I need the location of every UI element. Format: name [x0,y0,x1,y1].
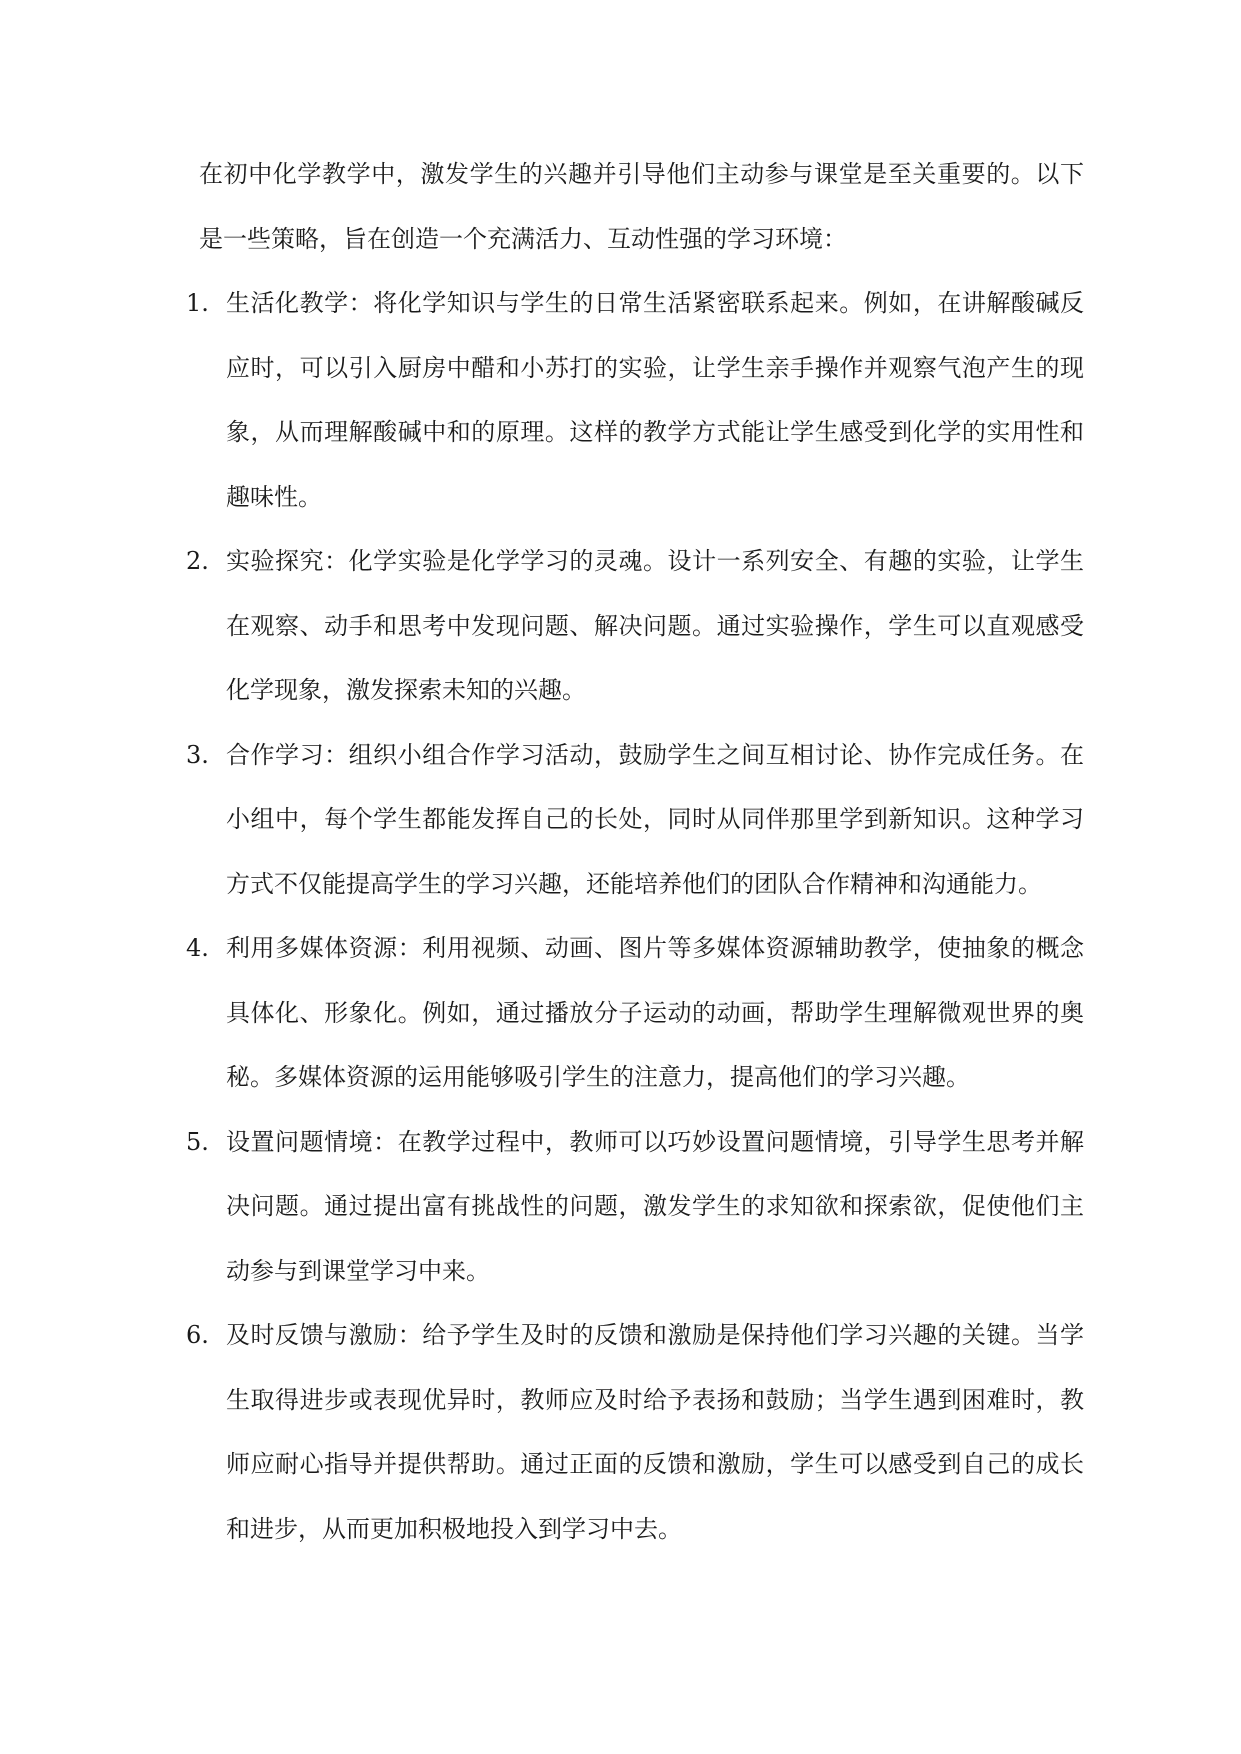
item-number: 3. [186,740,209,769]
item-number: 2. [186,547,209,575]
item-title: 合作学习： [226,740,349,769]
item-number: 1. [186,289,209,317]
list-item [186,1303,1085,1561]
item-number: 6. [186,1321,209,1349]
item-text: 在教学过程中，教师可以巧妙设置问题情境，引导学生思考并解决问题。通过提出富有挑战性的问题，激发学生的求知欲和探索欲，促使他们主动参与到课堂学习中来。 [226,1127,1085,1285]
item-text: 利用视频、动画、图片等多媒体资源辅助教学，使抽象的概念具体化、形象化。例如，通过播放分子运动的动画，帮助学生理解微观世界的奥秘。多媒体资源的运用能够吸引学生的注意力，提高他们的学习兴趣。 [226,934,1085,1091]
intro-paragraph: 在初中化学教学中，激发学生的兴趣并引导他们主动参与课堂是至关重要的。以下是一些策略，旨在创造一个充满活力、互动性强的学习环境： [199,160,1084,253]
item-text: 化学实验是化学学习的灵魂。设计一系列安全、有趣的实验，让学生在观察、动手和思考中发现问题、解决问题。通过实验操作，学生可以直观感受化学现象，激发探索未知的兴趣。 [226,547,1085,704]
item-number: 5. [186,1127,209,1156]
list-item [186,271,1085,529]
item-number: 4. [186,934,209,962]
item-text: 组织小组合作学习活动，鼓励学生之间互相讨论、协作完成任务。在小组中，每个学生都能发挥自己的长处，同时从同伴那里学到新知识。这种学习方式不仅能提高学生的学习兴趣，还能培养他们的团队合作精神和沟通能力。 [226,740,1085,898]
item-title: 实验探究： [226,547,349,575]
list-item [186,723,1085,917]
document-body [186,142,1085,1561]
item-title: 及时反馈与激励： [226,1321,423,1349]
list-item [186,529,1085,723]
item-title: 生活化教学： [226,289,374,317]
list-item [186,916,1085,1110]
item-title: 利用多媒体资源： [226,934,423,962]
item-text: 给予学生及时的反馈和激励是保持他们学习兴趣的关键。当学生取得进步或表现优异时，教师应及时给予表扬和鼓励；当学生遇到困难时，教师应耐心指导并提供帮助。通过正面的反馈和激励，学生可以感受到自己的成长和进步，从而更加积极地投入到学习中去。 [226,1321,1085,1543]
strategy-list [186,271,1085,1561]
item-text: 将化学知识与学生的日常生活紧密联系起来。例如，在讲解酸碱反应时，可以引入厨房中醋和小苏打的实验，让学生亲手操作并观察气泡产生的现象，从而理解酸碱中和的原理。这样的教学方式能让学生感受到化学的实用性和趣味性。 [226,289,1085,511]
list-item [186,1110,1085,1304]
item-title: 设置问题情境： [226,1127,398,1156]
